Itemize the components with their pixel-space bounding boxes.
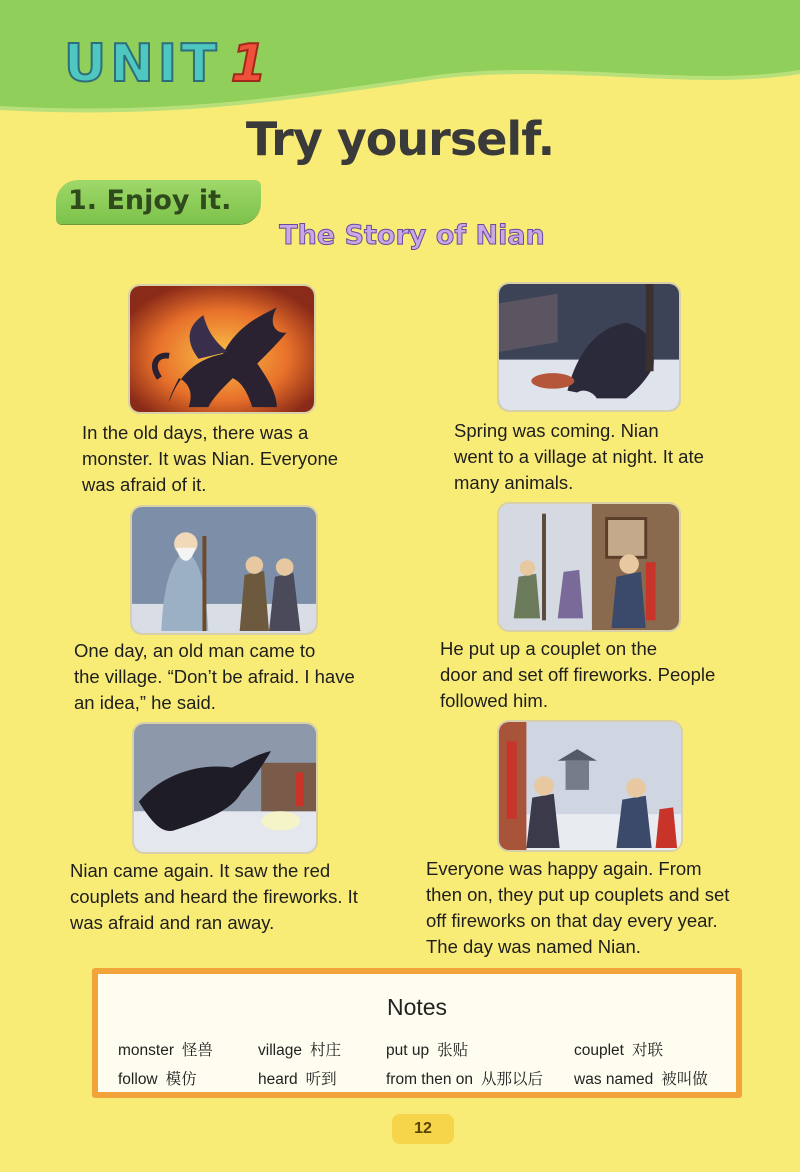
story-caption-1: In the old days, there was a monster. It was Nian. Everyone was afraid of it. — [82, 422, 339, 495]
story-illustration-2-village-night — [497, 282, 681, 412]
notes-title: Notes — [386, 994, 448, 1020]
note-item: monster 怪兽 — [118, 1042, 214, 1059]
note-item: was named 被叫做 — [574, 1071, 708, 1088]
story-caption-2: Spring was coming. Nian went to a village at night. It ate many animals. — [454, 420, 704, 493]
note-item: put up 张贴 — [386, 1042, 469, 1059]
story-illustration-6-celebration — [497, 720, 683, 852]
story-caption-4: He put up a couplet on the door and set off fireworks. People followed him. — [440, 638, 716, 711]
story-caption-3: One day, an old man came to the village. “Don’t be afraid. I have an idea,” he said. — [74, 640, 355, 713]
story-caption-6: Everyone was happy again. From then on, they put up couplets and set off fireworks on that day every year. The day was named Nian. — [426, 858, 730, 957]
unit-word: UNIT — [64, 34, 221, 94]
story-title: The Story of Nian — [279, 220, 545, 251]
note-item: heard 听到 — [258, 1071, 337, 1088]
page-title: Try yourself. — [245, 112, 555, 166]
story-illustration-5-nian-runs — [132, 722, 318, 854]
note-item: couplet 对联 — [574, 1042, 663, 1059]
unit-number: 1 — [230, 34, 271, 94]
story-illustration-4-couplet — [497, 502, 681, 632]
notes-box — [92, 968, 742, 1098]
section-label-badge — [56, 180, 261, 224]
story-illustration-3-old-man — [130, 505, 318, 635]
story-illustration-1-monster — [128, 284, 316, 414]
note-item: village 村庄 — [258, 1042, 341, 1059]
note-item: follow 模仿 — [118, 1071, 197, 1088]
section-label: 1. Enjoy it. — [68, 185, 232, 216]
unit-heading — [64, 34, 271, 94]
note-item: from then on 从那以后 — [386, 1071, 544, 1088]
story-caption-5: Nian came again. It saw the red couplets and heard the fireworks. It was afraid and ran away. — [70, 860, 358, 933]
page-number: 12 — [392, 1114, 454, 1144]
